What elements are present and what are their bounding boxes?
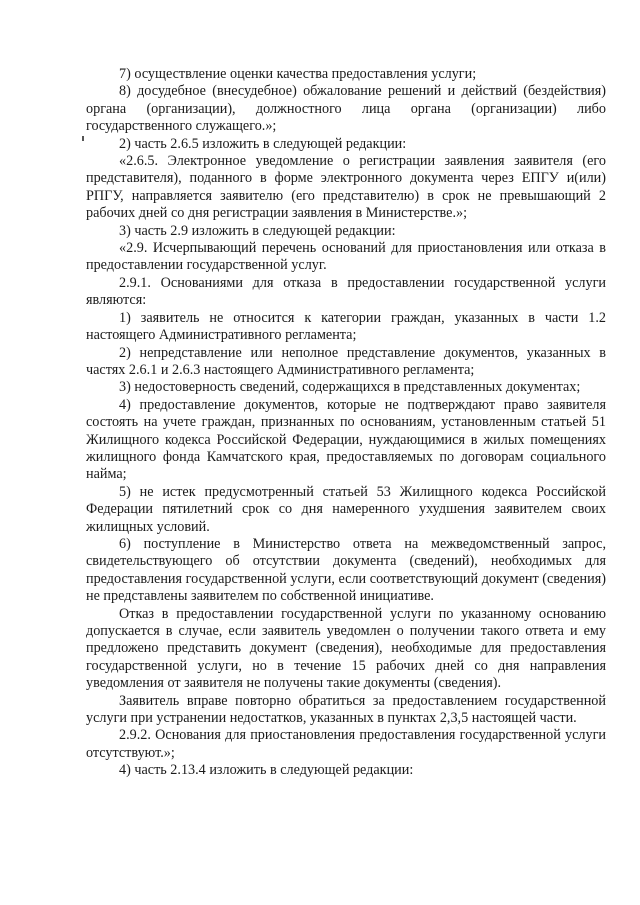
amendment-item-4: 4) часть 2.13.4 изложить в следующей редакции: — [119, 762, 414, 779]
ground-3: 3) недостоверность сведений, содержащихся в представленных документах; — [119, 379, 581, 396]
section-2-6-5-text: «2.6.5. Электронное уведомление о регистрации заявления заявителя (его представителя), поданного в форме электронного документа через ЕПГУ и(или) РПГУ, направляется заявителю (его представителю) в срок не превышающий 2 рабочих дней со дня регистрации заявления в Министерстве.»; — [86, 153, 606, 222]
amendment-item-3: 3) часть 2.9 изложить в следующей редакции: — [119, 222, 396, 239]
ground-1: 1) заявитель не относится к категории граждан, указанных в части 1.2 настоящего Административного регламента; — [86, 309, 606, 344]
ground-6: 6) поступление в Министерство ответа на межведомственный запрос, свидетельствующего об отсутствии документа (сведений), необходимых для предоставления государственной услуги, если соответствующий документ (сведения) не представлены заявителем по собственной инициативе. — [86, 535, 606, 605]
refusal-note: Отказ в предоставлении государственной услуги по указанному основанию допускается в случае, если заявитель уведомлен о получении такого ответа и ему предложено представить документ (сведения), необходимые для предоставления государственной услуги, но в течение 15 рабочих дней со дня направления уведомления от заявителя не получены такие документы (сведения). — [86, 605, 606, 692]
section-2-9-2-text: 2.9.2. Основания для приостановления предоставления государственной услуги отсутствуют.»; — [86, 727, 606, 761]
list-item-8: 8) досудебное (внесудебное) обжалование решений и действий (бездействия) органа (организации), должностного лица органа (организации) либо государственного служащего.»; — [86, 83, 606, 135]
amendment-item-2: 2) часть 2.6.5 изложить в следующей редакции: — [119, 135, 407, 152]
margin-mark — [82, 136, 84, 141]
section-2-9-1-intro: 2.9.1. Основаниями для отказа в предоставлении государственной услуги являются: — [86, 274, 606, 309]
section-2-9-heading: «2.9. Исчерпывающий перечень оснований для приостановления или отказа в предоставлении государственной услуг. — [86, 240, 606, 274]
ground-2: 2) непредставление или неполное представление документов, указанных в частях 2.6.1 и 2.6.3 настоящего Административного регламента; — [86, 344, 606, 378]
ground-4: 4) предоставление документов, которые не подтверждают право заявителя состоять на учете граждан, признанных по основаниям, установленным статьей 51 Жилищного кодекса Российской Федерации, нуждающимися в жилых помещениях жилищного фонда Камчатского края, предоставляемых по договорам социального найма; — [86, 396, 606, 483]
list-item-7: 7) осуществление оценки качества предоставления услуги; — [119, 66, 477, 82]
ground-5: 5) не истек предусмотренный статьей 53 Жилищного кодекса Российской Федерации пятилетний срок со дня намеренного ухудшения заявителем своих жилищных условий. — [86, 483, 606, 535]
reapply-note: Заявитель вправе повторно обратиться за предоставлением государственной услуги при устранении недостатков, указанных в пунктах 2,3,5 настоящей части. — [86, 692, 606, 727]
document-body — [86, 66, 606, 780]
